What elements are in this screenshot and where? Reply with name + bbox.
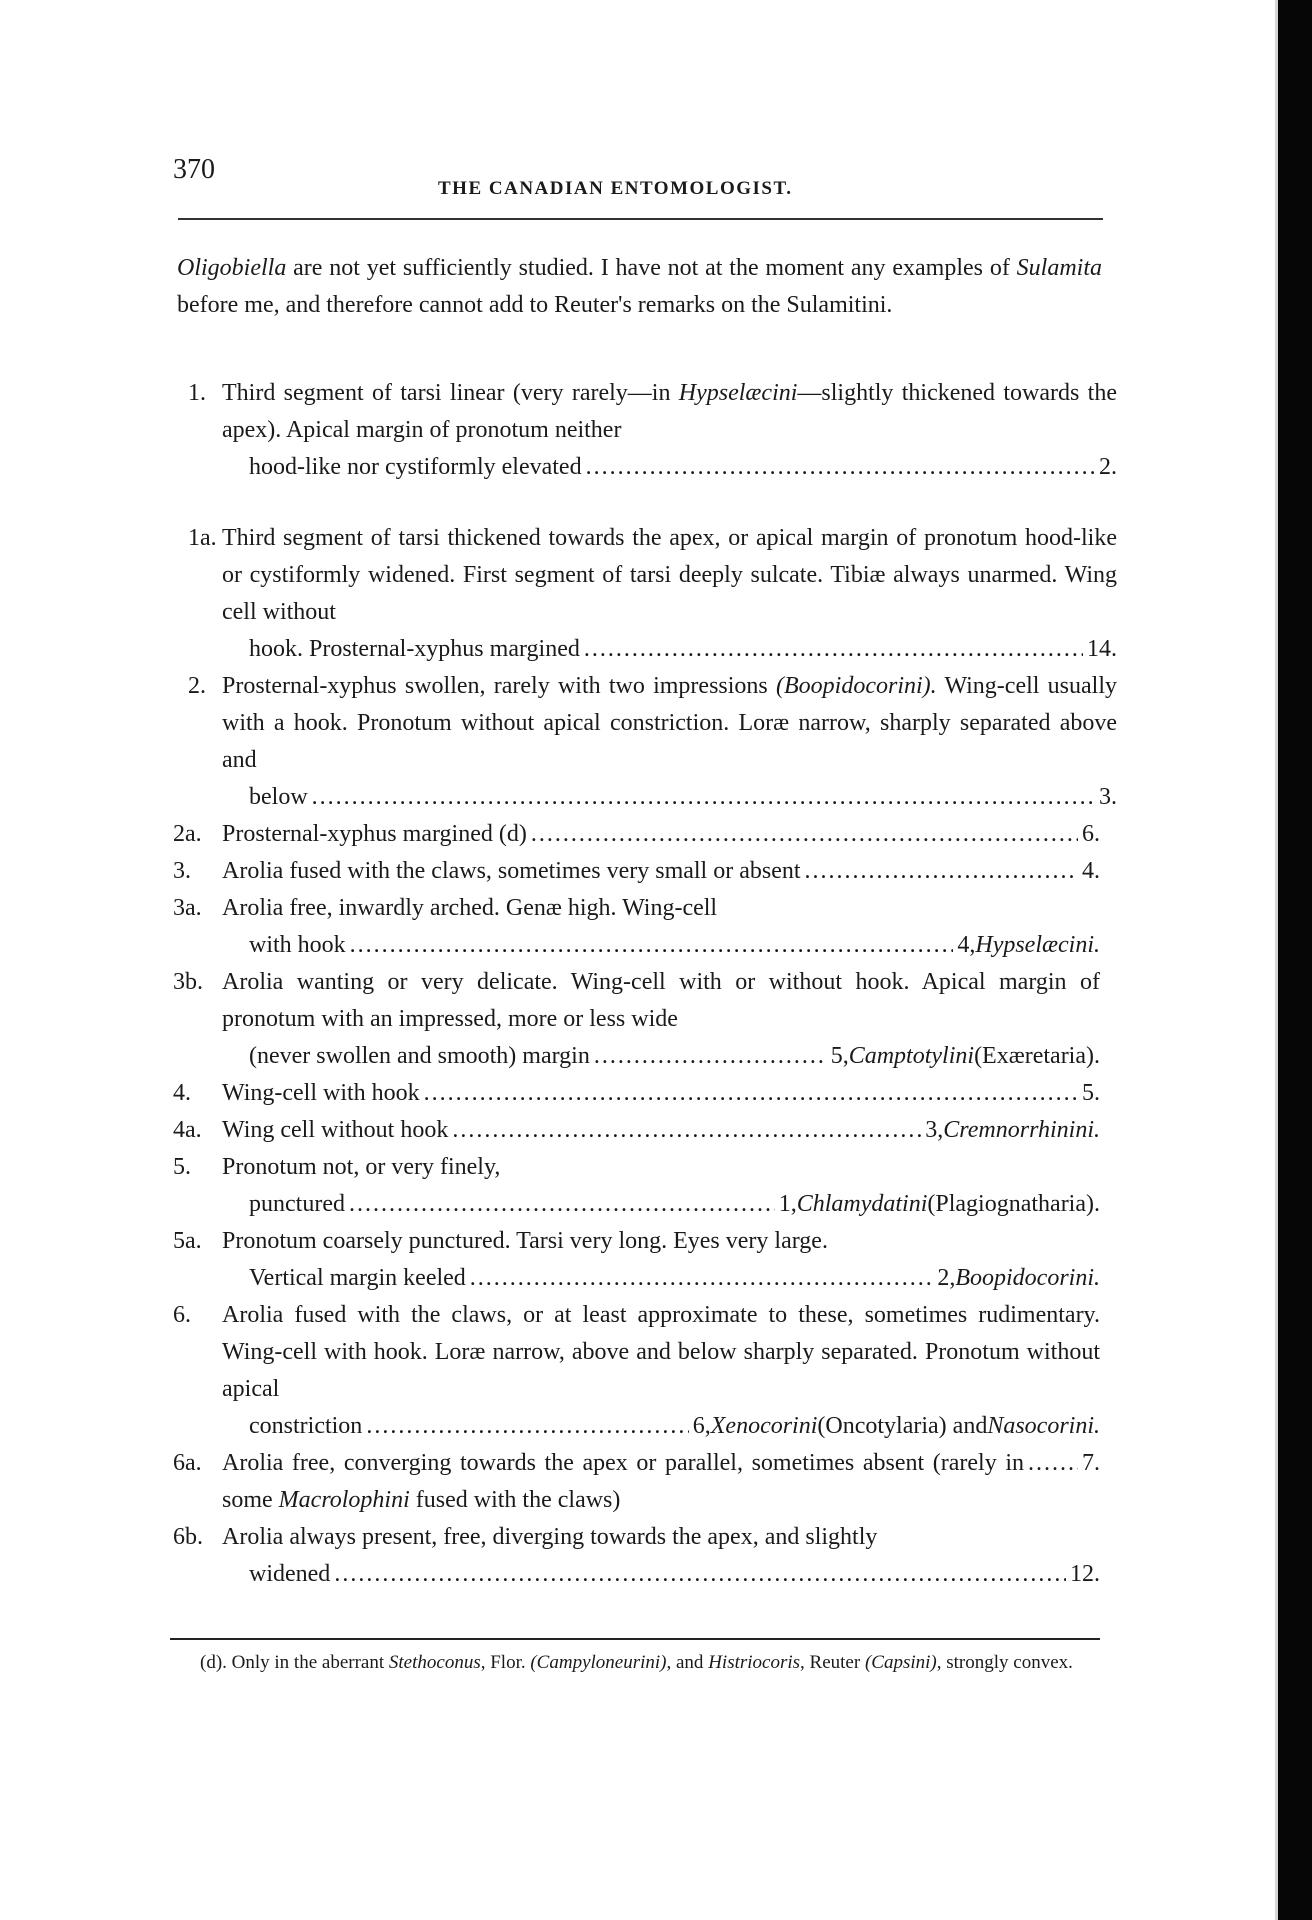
entry-last-line: widened	[249, 1561, 331, 1587]
entry-number: 3.	[173, 858, 191, 884]
entry-number: 5a.	[173, 1228, 202, 1254]
dot-leader	[334, 1556, 1066, 1593]
page-header	[170, 150, 1100, 206]
entry-target: 5,	[830, 1043, 849, 1069]
taxon-name: Hypselæcini	[678, 380, 798, 406]
entry-text: Third segment of tarsi linear (very rarely—in	[222, 380, 679, 406]
entry-number: 5.	[173, 1154, 191, 1180]
taxon-name: Nasocorini.	[987, 1413, 1100, 1439]
dot-leader	[424, 1075, 1078, 1112]
entry-text: (Plagiognatharia).	[927, 1191, 1100, 1217]
entry-number: 4a.	[173, 1117, 202, 1143]
footnote-rule	[170, 1638, 1100, 1640]
entry-number: 6b.	[173, 1524, 203, 1550]
entry-target: 4.	[1082, 858, 1100, 884]
genus-oligobiella: Oligobiella	[177, 255, 287, 281]
entry-text: Arolia wanting or very delicate. Wing-cell with or without hook. Apical margin of pronotum with an impressed, more or less wide	[222, 969, 1100, 1032]
entry-last-line: Prosternal-xyphus margined (d)	[222, 821, 527, 847]
taxon-name: Stethoconus	[388, 1652, 481, 1673]
intro-text-1: are not yet sufficiently studied. I have not at the moment any examples of	[286, 255, 1017, 281]
entry-target: 2,	[937, 1265, 956, 1291]
scan-border	[1278, 0, 1312, 1920]
entry-target: 12.	[1070, 1561, 1100, 1587]
entry-target: 3.	[1099, 784, 1117, 810]
entry-number: 2a.	[173, 821, 202, 847]
entry-number: 6a.	[173, 1450, 202, 1476]
dot-leader	[349, 1186, 775, 1223]
entry-target: 2.	[1099, 454, 1117, 480]
entry-text: Prosternal-xyphus swollen, rarely with two impressions	[222, 673, 776, 699]
taxon-name: Hypselæcini.	[975, 932, 1100, 958]
entry-body	[222, 853, 1100, 890]
taxon-name: Boopidocorini.	[955, 1265, 1100, 1291]
entry-last-line: Wing-cell with hook	[222, 1080, 420, 1106]
entry-body	[222, 1519, 1100, 1593]
entry-number: 2.	[188, 673, 206, 699]
entry-text: Arolia fused with the claws, or at least approximate to these, sometimes rudimentary. Wing-cell with hook. Loræ narrow, above and below sharply separated. Pronotum without apical	[222, 1302, 1100, 1402]
entry-body	[222, 1445, 1100, 1519]
entry-last-line: constriction	[249, 1413, 363, 1439]
entry-text: Wing-cell usually with a hook. Pronotum without apical constriction. Loræ narrow, sharply separated above and	[222, 673, 1117, 773]
page-number: 370	[173, 154, 215, 185]
entry-number: 6.	[173, 1302, 191, 1328]
entry-text: (Exæretaria).	[974, 1043, 1100, 1069]
entry-last-line: below	[249, 784, 308, 810]
footnote-text: (d). Only in the aberrant	[200, 1652, 389, 1673]
entry-text: —slightly thickened towards the apex). Apical margin of pronotum neither	[222, 380, 1118, 443]
entry-target: 3,	[925, 1117, 944, 1143]
header-rule	[178, 218, 1103, 220]
footnote-text: , Reuter	[800, 1652, 865, 1673]
entry-text: (Oncotylaria) and	[817, 1413, 988, 1439]
entry-text: fused with the claws)	[409, 1487, 621, 1513]
dot-leader	[312, 779, 1095, 816]
entry-body	[222, 1112, 1100, 1149]
entry-last-line: Vertical margin keeled	[249, 1265, 466, 1291]
dot-leader	[584, 631, 1083, 668]
entry-number: 1.	[188, 380, 206, 406]
dot-leader	[350, 927, 954, 964]
taxon-name: Chlamydatini	[796, 1191, 928, 1217]
footnote-text: , strongly convex.	[936, 1652, 1073, 1673]
taxon-name: Macrolophini	[278, 1487, 410, 1513]
dot-leader	[452, 1112, 921, 1149]
entry-last-line: punctured	[249, 1191, 345, 1217]
entry-last-line: with hook	[249, 932, 346, 958]
taxon-name: (Campyloneurini)	[530, 1652, 667, 1673]
footnote-text: , Flor.	[480, 1652, 531, 1673]
entry-last-line: Arolia fused with the claws, sometimes very small or absent	[222, 858, 801, 884]
entry-text: Arolia free, inwardly arched. Genæ high. Wing-cell	[222, 895, 718, 921]
entry-body	[222, 520, 1117, 668]
taxon-name: Histriocoris	[708, 1652, 801, 1673]
taxon-name: (Capsini)	[864, 1652, 937, 1673]
entry-text: Arolia free, converging towards the apex or parallel, sometimes absent (rarely in some	[222, 1450, 1024, 1513]
entry-body	[222, 1149, 1100, 1223]
intro-paragraph	[177, 250, 1102, 324]
entry-last-line: hook. Prosternal-xyphus margined	[249, 636, 580, 662]
dot-leader	[366, 1408, 688, 1445]
book-page	[170, 150, 1118, 1673]
taxon-name: Camptotylini	[848, 1043, 975, 1069]
entry-body	[222, 375, 1117, 486]
entry-target: 1,	[778, 1191, 797, 1217]
entry-target: 7.	[1082, 1450, 1100, 1476]
dot-leader	[805, 853, 1078, 890]
entry-text	[222, 1445, 1024, 1519]
taxon-name: Xenocorini	[710, 1413, 818, 1439]
entry-body	[222, 668, 1117, 816]
footnote	[170, 1650, 1100, 1675]
dot-leader	[594, 1038, 827, 1075]
taxon-name: (Boopidocorini).	[776, 673, 937, 699]
entry-text: Pronotum not, or very finely,	[222, 1154, 501, 1180]
entry-last-line: hood-like nor cystiformly elevated	[249, 454, 582, 480]
entry-target: 6.	[1082, 821, 1100, 847]
entry-number: 4.	[173, 1080, 191, 1106]
entry-target: 6,	[692, 1413, 711, 1439]
entry-target: 5.	[1082, 1080, 1100, 1106]
entry-last-line: Wing cell without hook	[222, 1117, 449, 1143]
entry-text: Pronotum coarsely punctured. Tarsi very long. Eyes very large.	[222, 1228, 828, 1254]
dot-leader	[470, 1260, 934, 1297]
entry-text: Arolia always present, free, diverging towards the apex, and slightly	[222, 1524, 878, 1550]
entry-target: 4,	[957, 932, 976, 958]
entry-body	[222, 890, 1100, 964]
entry-number: 1a.	[188, 525, 217, 551]
entry-number: 3b.	[173, 969, 203, 995]
entry-number: 3a.	[173, 895, 202, 921]
dot-leader	[1028, 1445, 1078, 1482]
entry-last-line: (never swollen and smooth) margin	[249, 1043, 590, 1069]
entry-body	[222, 1223, 1100, 1297]
taxon-name: Cremnorrhinini.	[943, 1117, 1100, 1143]
entry-body	[222, 1297, 1100, 1445]
entry-body	[222, 964, 1100, 1075]
entry-text: Third segment of tarsi thickened towards the apex, or apical margin of pronotum hood-like or cystiformly widened. First segment of tarsi deeply sulcate. Tibiæ always unarmed. Wing cell without	[222, 525, 1117, 625]
genus-sulamita: Sulamita	[1016, 255, 1102, 281]
dot-leader	[531, 816, 1078, 853]
entry-target: 14.	[1087, 636, 1117, 662]
footnote-text: , and	[666, 1652, 709, 1673]
entry-body	[222, 816, 1100, 853]
dot-leader	[586, 449, 1095, 486]
running-head: THE CANADIAN ENTOMOLOGIST.	[438, 178, 793, 199]
intro-text-2: before me, and therefore cannot add to Reuter's remarks on the Sulamitini.	[177, 292, 893, 318]
entry-body	[222, 1075, 1100, 1112]
